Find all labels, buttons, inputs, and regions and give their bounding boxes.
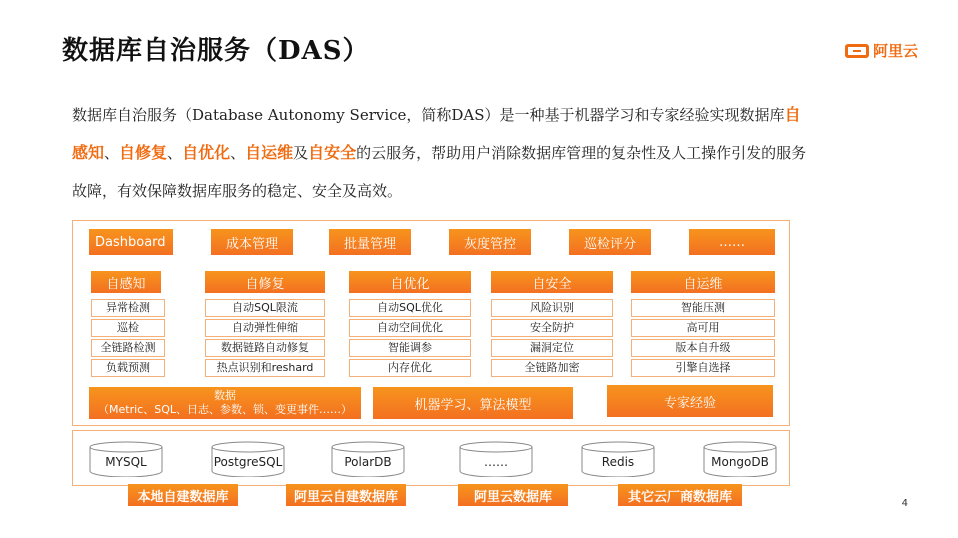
aliyun-db-label: 阿里云数据库	[458, 484, 568, 506]
data-sources-box	[89, 387, 361, 419]
col2-item: 自动弹性伸缩	[205, 319, 325, 337]
dashboard-box: Dashboard	[89, 229, 173, 255]
db-label: PolarDB	[344, 455, 392, 469]
intro-highlight-3: 自优化	[182, 143, 231, 162]
col4-item: 安全防护	[491, 319, 613, 337]
database-mongodb	[703, 441, 777, 477]
self-operation-head: 自运维	[631, 271, 775, 293]
col4-item: 全链路加密	[491, 359, 613, 377]
more-box: ……	[689, 229, 775, 255]
logo-text: 阿里云	[872, 42, 918, 60]
col3-item: 内存优化	[349, 359, 471, 377]
local-db-label: 本地自建数据库	[128, 484, 238, 506]
aliyun-logo-icon	[845, 44, 869, 58]
db-label: ……	[484, 455, 508, 469]
intro-sep-4: 及	[293, 144, 309, 162]
col1-item: 巡检	[91, 319, 165, 337]
intro-text-1: 数据库自治服务（Database Autonomy Service，简称DAS）是一种基于机器学习和专家经验实现数据库	[72, 106, 785, 124]
col2-item: 自动SQL限流	[205, 299, 325, 317]
batch-management-box: 批量管理	[329, 229, 411, 255]
gray-control-box: 灰度管控	[449, 229, 531, 255]
ml-box: 机器学习、算法模型	[373, 387, 573, 419]
database-postgresql	[211, 441, 285, 477]
expert-box: 专家经验	[607, 385, 773, 417]
db-label: MongoDB	[711, 455, 769, 469]
aliyun-logo	[845, 40, 918, 61]
db-label: Redis	[601, 455, 635, 469]
col2-item: 数据链路自动修复	[205, 339, 325, 357]
intro-text-2: 的云服务，帮助用户消除数据库管理的复杂性及人工操作引发的服务故障，有效保障数据库服务的稳定、安全及高效。	[72, 144, 807, 200]
col4-item: 漏洞定位	[491, 339, 613, 357]
col1-item: 负载预测	[91, 359, 165, 377]
inspection-score-box: 巡检评分	[569, 229, 651, 255]
self-optimization-head: 自优化	[349, 271, 471, 293]
self-healing-head: 自修复	[205, 271, 325, 293]
intro-highlight-1: 自感知	[72, 105, 801, 162]
self-sensing-head: 自感知	[91, 271, 161, 293]
col3-item: 智能调参	[349, 339, 471, 357]
col5-item: 智能压测	[631, 299, 775, 317]
cost-management-box: 成本管理	[211, 229, 293, 255]
self-security-head: 自安全	[491, 271, 613, 293]
page-number: 4	[901, 498, 908, 509]
intro-sep-2: 、	[167, 144, 183, 162]
data-subtitle: （Metric、SQL、日志、参数、锁、变更事件……）	[98, 403, 352, 416]
intro-sep-3: 、	[230, 144, 246, 162]
other-cloud-db-label: 其它云厂商数据库	[618, 484, 742, 506]
page-title: 数据库自治服务（DAS）	[62, 36, 370, 66]
intro-sep-1: 、	[104, 144, 120, 162]
col3-item: 自动SQL优化	[349, 299, 471, 317]
col4-item: 风险识别	[491, 299, 613, 317]
intro-highlight-4: 自运维	[245, 143, 294, 162]
database-redis	[581, 441, 655, 477]
data-title: 数据	[214, 389, 236, 402]
db-label: MYSQL	[105, 455, 147, 469]
col5-item: 版本自升级	[631, 339, 775, 357]
col1-item: 异常检测	[91, 299, 165, 317]
col1-item: 全链路检测	[91, 339, 165, 357]
col5-item: 高可用	[631, 319, 775, 337]
database-mysql	[89, 441, 163, 477]
database-polardb	[331, 441, 405, 477]
col3-item: 自动空间优化	[349, 319, 471, 337]
col2-item: 热点识别和reshard	[205, 359, 325, 377]
database-panel	[72, 430, 790, 486]
aliyun-self-built-db-label: 阿里云自建数据库	[286, 484, 406, 506]
database-more	[459, 441, 533, 477]
architecture-panel	[72, 220, 790, 426]
intro-highlight-5: 自安全	[308, 143, 357, 162]
intro-highlight-2: 自修复	[119, 143, 168, 162]
db-label: PostgreSQL	[213, 455, 283, 469]
col5-item: 引擎自选择	[631, 359, 775, 377]
intro-paragraph	[72, 96, 812, 210]
